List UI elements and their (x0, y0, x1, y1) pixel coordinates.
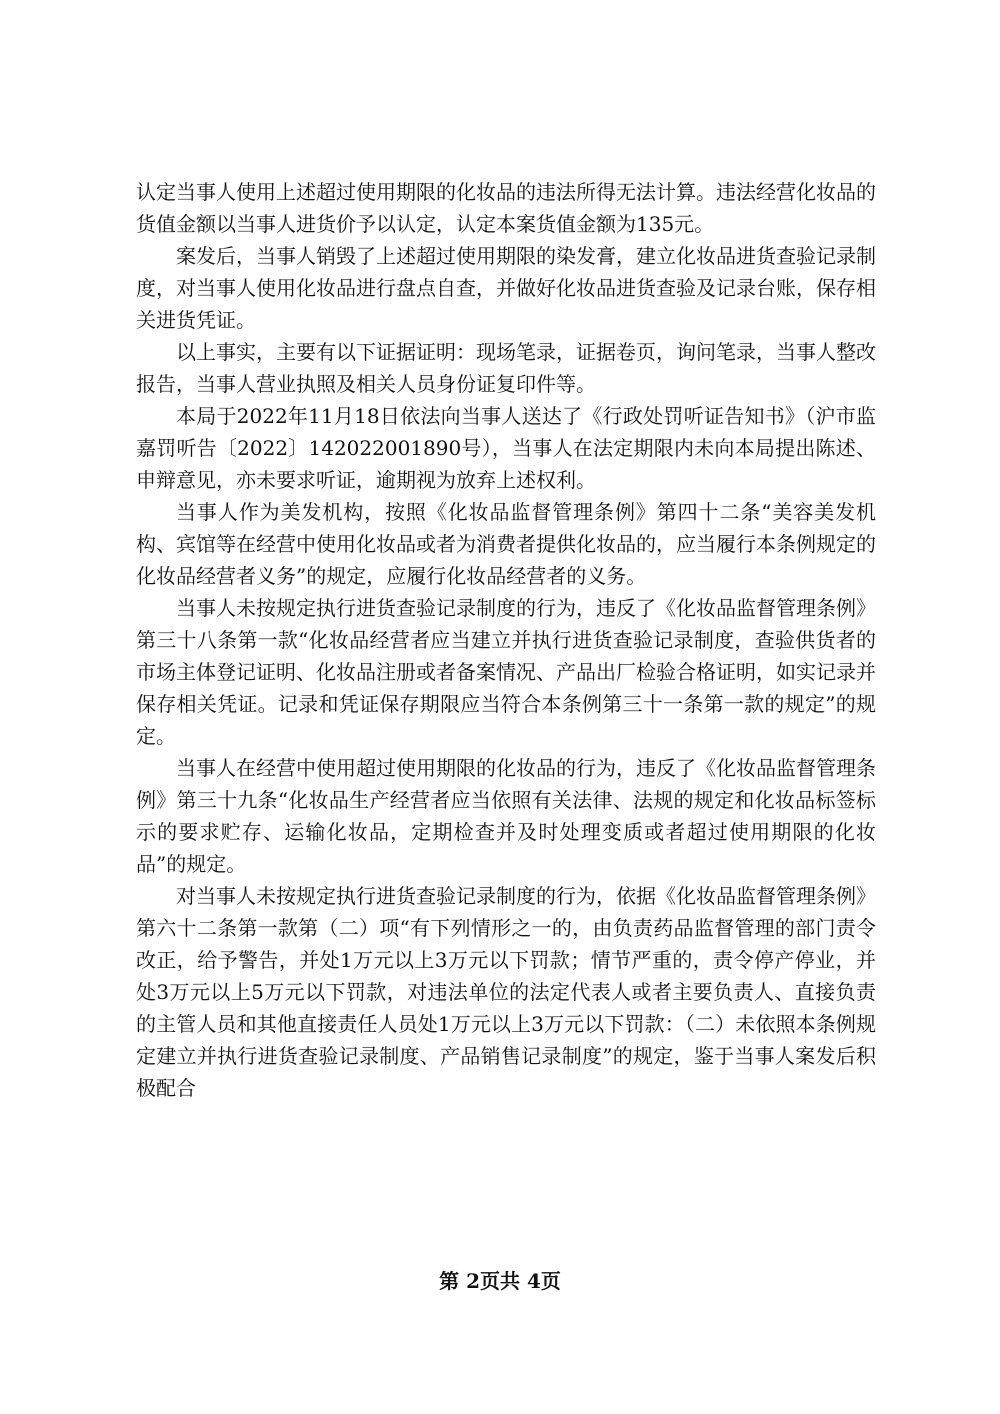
paragraph-rectification: 案发后，当事人销毁了上述超过使用期限的染发膏，建立化妆品进货查验记录制度，对当事人使用化妆品进行盘点自查，并做好化妆品进货查验及记录台账，保存相关进货凭证。 (136, 244, 876, 332)
paragraph-article-39: 当事人在经营中使用超过使用期限的化妆品的行为，违反了《化妆品监督管理条例》第三十九条“化妆品生产经营者应当依照有关法律、法规的规定和化妆品标签标示的要求贮存、运输化妆品，定期检查并及时处理变质或者超过使用期限的化妆品”的规定。 (136, 756, 876, 876)
paragraph-continued: 认定当事人使用上述超过使用期限的化妆品的违法所得无法计算。违法经营化妆品的货值金额以当事人进货价予以认定，认定本案货值金额为135元。 (136, 180, 876, 236)
paragraph-article-38: 当事人未按规定执行进货查验记录制度的行为，违反了《化妆品监督管理条例》第三十八条第一款“化妆品经营者应当建立并执行进货查验记录制度，查验供货者的市场主体登记证明、化妆品注册或者备案情况、产品出厂检验合格证明，如实记录并保存相关凭证。记录和凭证保存期限应当符合本条例第三十一条第一款的规定”的规定。 (136, 596, 876, 748)
paragraph-article-42: 当事人作为美发机构，按照《化妆品监督管理条例》第四十二条“美容美发机构、宾馆等在经营中使用化妆品或者为消费者提供化妆品的，应当履行本条例规定的化妆品经营者义务”的规定，应履行化妆品经营者的义务。 (136, 500, 876, 588)
paragraph-article-62: 对当事人未按规定执行进货查验记录制度的行为，依据《化妆品监督管理条例》第六十二条第一款第（二）项“有下列情形之一的，由负责药品监督管理的部门责令改正，给予警告，并处1万元以上3万元以下罚款；情节严重的，责令停产停业，并处3万元以上5万元以下罚款，对违法单位的法定代表人或者主要负责人、直接负责的主管人员和其他直接责任人员处1万元以上3万元以下罚款：（二）未依照本条例规定建立并执行进货查验记录制度、产品销售记录制度”的规定，鉴于当事人案发后积极配合 (136, 884, 876, 1100)
paragraph-evidence: 以上事实，主要有以下证据证明：现场笔录，证据卷页，询问笔录，当事人整改报告，当事人营业执照及相关人员身份证复印件等。 (136, 340, 876, 396)
page-number-footer: 第 2页共 4页 (439, 1269, 561, 1293)
document-body (136, 176, 876, 1104)
paragraph-hearing-notice: 本局于2022年11月18日依法向当事人送达了《行政处罚听证告知书》（沪市监嘉罚听告〔2022〕142022001890号），当事人在法定期限内未向本局提出陈述、申辩意见，亦未要求听证，逾期视为放弃上述权利。 (136, 404, 876, 492)
